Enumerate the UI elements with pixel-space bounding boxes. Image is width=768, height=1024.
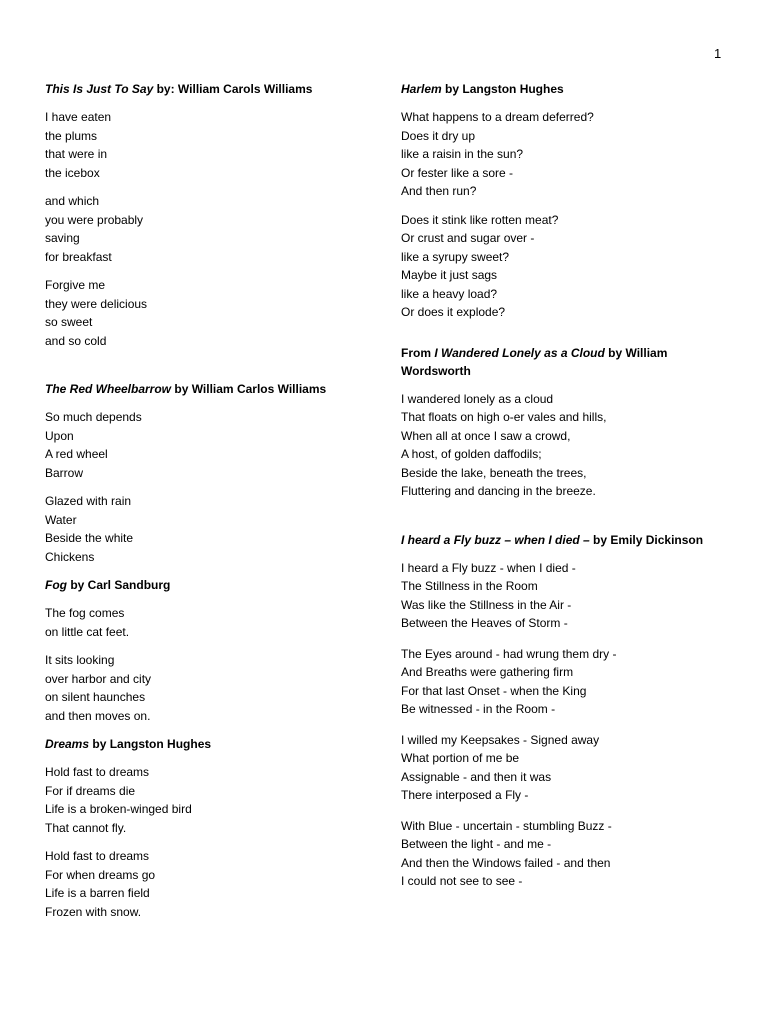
poem-line: I have eaten [45, 110, 112, 124]
poem-red-wheelbarrow [45, 380, 375, 566]
poem-line: Forgive me [45, 278, 106, 292]
poem-line: Life is a broken-winged bird [45, 802, 192, 816]
poem-line: The Stillness in the Room [401, 579, 538, 593]
poem-line: For when dreams go [45, 867, 156, 882]
stanza [401, 817, 721, 891]
poem-line: Or fester like a sore - [401, 165, 514, 180]
poem-line: Fluttering and dancing in the breeze. [401, 484, 596, 498]
right-column [401, 80, 721, 901]
stanza [401, 108, 721, 201]
poem-line: A red wheel [45, 447, 108, 461]
poem-line: That cannot fly. [45, 820, 127, 835]
poem-line: I willed my Keepsakes - Signed away [401, 732, 600, 747]
left-column [45, 80, 375, 931]
poem-title-author: by Carl Sandburg [67, 578, 171, 592]
poem-title [45, 576, 375, 594]
poem-line: With Blue - uncertain - stumbling Buzz - [401, 818, 612, 833]
poem-title-italic: This Is Just To Say [45, 82, 154, 96]
poem-harlem [401, 80, 721, 322]
poem-line: Maybe it just sags [401, 268, 498, 282]
poem-title-italic: Harlem [401, 82, 442, 96]
stanza [45, 847, 375, 921]
poem-line: Beside the lake, beneath the trees, [401, 465, 587, 480]
poem-title [401, 344, 721, 380]
poem-title-author: by Langston Hughes [441, 82, 564, 96]
poem-heard-a-fly-buzz [401, 531, 721, 891]
poem-dreams [45, 735, 375, 921]
poem-line: I heard a Fly buzz - when I died - [401, 560, 576, 575]
poem-wandered-lonely [401, 344, 721, 501]
poem-title [45, 735, 375, 753]
poem-title-italic: Dreams [45, 737, 90, 751]
poem-title-author-line2: Wordsworth [401, 363, 471, 378]
poem-title-author: by Emily Dickinson [589, 532, 704, 547]
poem-title [45, 380, 375, 398]
poem-line: so sweet [45, 315, 93, 329]
poem-line: and then moves on. [45, 708, 151, 723]
stanza [401, 645, 721, 719]
poem-line: What portion of me be [401, 751, 520, 765]
poem-line: Frozen with snow. [45, 904, 142, 919]
poem-line: Chickens [45, 549, 95, 564]
poem-line: Assignable - and then it was [401, 769, 552, 784]
poem-line: on silent haunches [45, 690, 146, 704]
poem-line: Does it stink like rotten meat? [401, 212, 559, 227]
stanza [45, 408, 375, 482]
poem-line: I could not see to see - [401, 874, 523, 888]
poem-line: Or crust and sugar over - [401, 231, 535, 245]
stanza [45, 492, 375, 566]
poem-title-author: by Langston Hughes [89, 737, 212, 751]
poem-line: Hold fast to dreams [45, 849, 150, 863]
poem-line: Hold fast to dreams [45, 765, 150, 779]
poem-line: Or does it explode? [401, 305, 506, 319]
poem-line: That floats on high o-er vales and hills, [401, 410, 607, 424]
stanza [45, 108, 375, 182]
poem-line: Was like the Stillness in the Air - [401, 597, 572, 612]
poem-line: you were probably [45, 212, 144, 227]
stanza [45, 651, 375, 725]
poem-line: Barrow [45, 465, 84, 480]
poem-line: and so cold [45, 333, 107, 348]
poem-line: What happens to a dream deferred? [401, 110, 594, 124]
poem-title [401, 531, 721, 549]
poem-line: Does it dry up [401, 128, 476, 143]
stanza [401, 559, 721, 633]
poem-line: Water [45, 512, 77, 527]
poem-line: And Breaths were gathering firm [401, 665, 574, 679]
poem-title-author: by: William Carols Williams [153, 82, 313, 96]
poem-title [45, 80, 375, 98]
poem-line: Life is a barren field [45, 886, 150, 900]
poem-line: like a heavy load? [401, 286, 498, 301]
poem-title-italic: I heard a Fly buzz – when I died – [401, 532, 590, 547]
stanza [401, 731, 721, 805]
poem-line: The Eyes around - had wrung them dry - [401, 646, 617, 661]
poem-line: So much depends [45, 410, 142, 424]
poem-line: It sits looking [45, 653, 115, 667]
stanza [45, 276, 375, 350]
stanza [45, 192, 375, 266]
poem-title-prefix: From [401, 345, 435, 360]
poem-line: Glazed with rain [45, 494, 132, 508]
poem-title [401, 80, 721, 98]
poem-line: When all at once I saw a crowd, [401, 428, 571, 443]
poem-line: and which [45, 194, 100, 208]
poem-line: Be witnessed - in the Room - [401, 702, 556, 716]
page-number: 1 [714, 46, 722, 61]
poem-line: for breakfast [45, 249, 112, 264]
poem-line: There interposed a Fly - [401, 788, 529, 802]
poem-line: For that last Onset - when the King [401, 683, 587, 698]
poem-line: saving [45, 231, 80, 245]
poem-line: on little cat feet. [45, 624, 130, 639]
poem-line: like a syrupy sweet? [401, 249, 510, 264]
stanza [45, 604, 375, 641]
poem-line: over harbor and city [45, 671, 152, 686]
stanza [401, 211, 721, 322]
poem-fog [45, 576, 375, 725]
poem-line: Between the Heaves of Storm - [401, 616, 568, 630]
poem-this-is-just-to-say [45, 80, 375, 350]
stanza [401, 390, 721, 501]
poem-line: Beside the white [45, 531, 134, 545]
poem-title-italic: I Wandered Lonely as a Cloud [434, 345, 605, 360]
stanza [45, 763, 375, 837]
poem-line: A host, of golden daffodils; [401, 447, 542, 461]
poem-line: the plums [45, 128, 98, 143]
poem-line: I wandered lonely as a cloud [401, 391, 554, 406]
poem-line: And then the Windows failed - and then [401, 855, 611, 870]
poem-line: they were delicious [45, 296, 148, 311]
poem-title-author: by William [604, 345, 668, 360]
poem-line: Between the light - and me - [401, 837, 552, 851]
poem-line: The fog comes [45, 606, 125, 620]
poem-line: And then run? [401, 184, 477, 198]
poem-title-italic: Fog [45, 578, 67, 592]
poem-line: the icebox [45, 165, 100, 180]
poem-title-italic: The Red Wheelbarrow [45, 382, 172, 396]
poem-line: like a raisin in the sun? [401, 147, 524, 161]
poem-line: Upon [45, 428, 74, 443]
poem-title-author: by William Carlos Williams [171, 382, 327, 396]
poem-line: For if dreams die [45, 783, 136, 798]
poem-line: that were in [45, 147, 108, 161]
